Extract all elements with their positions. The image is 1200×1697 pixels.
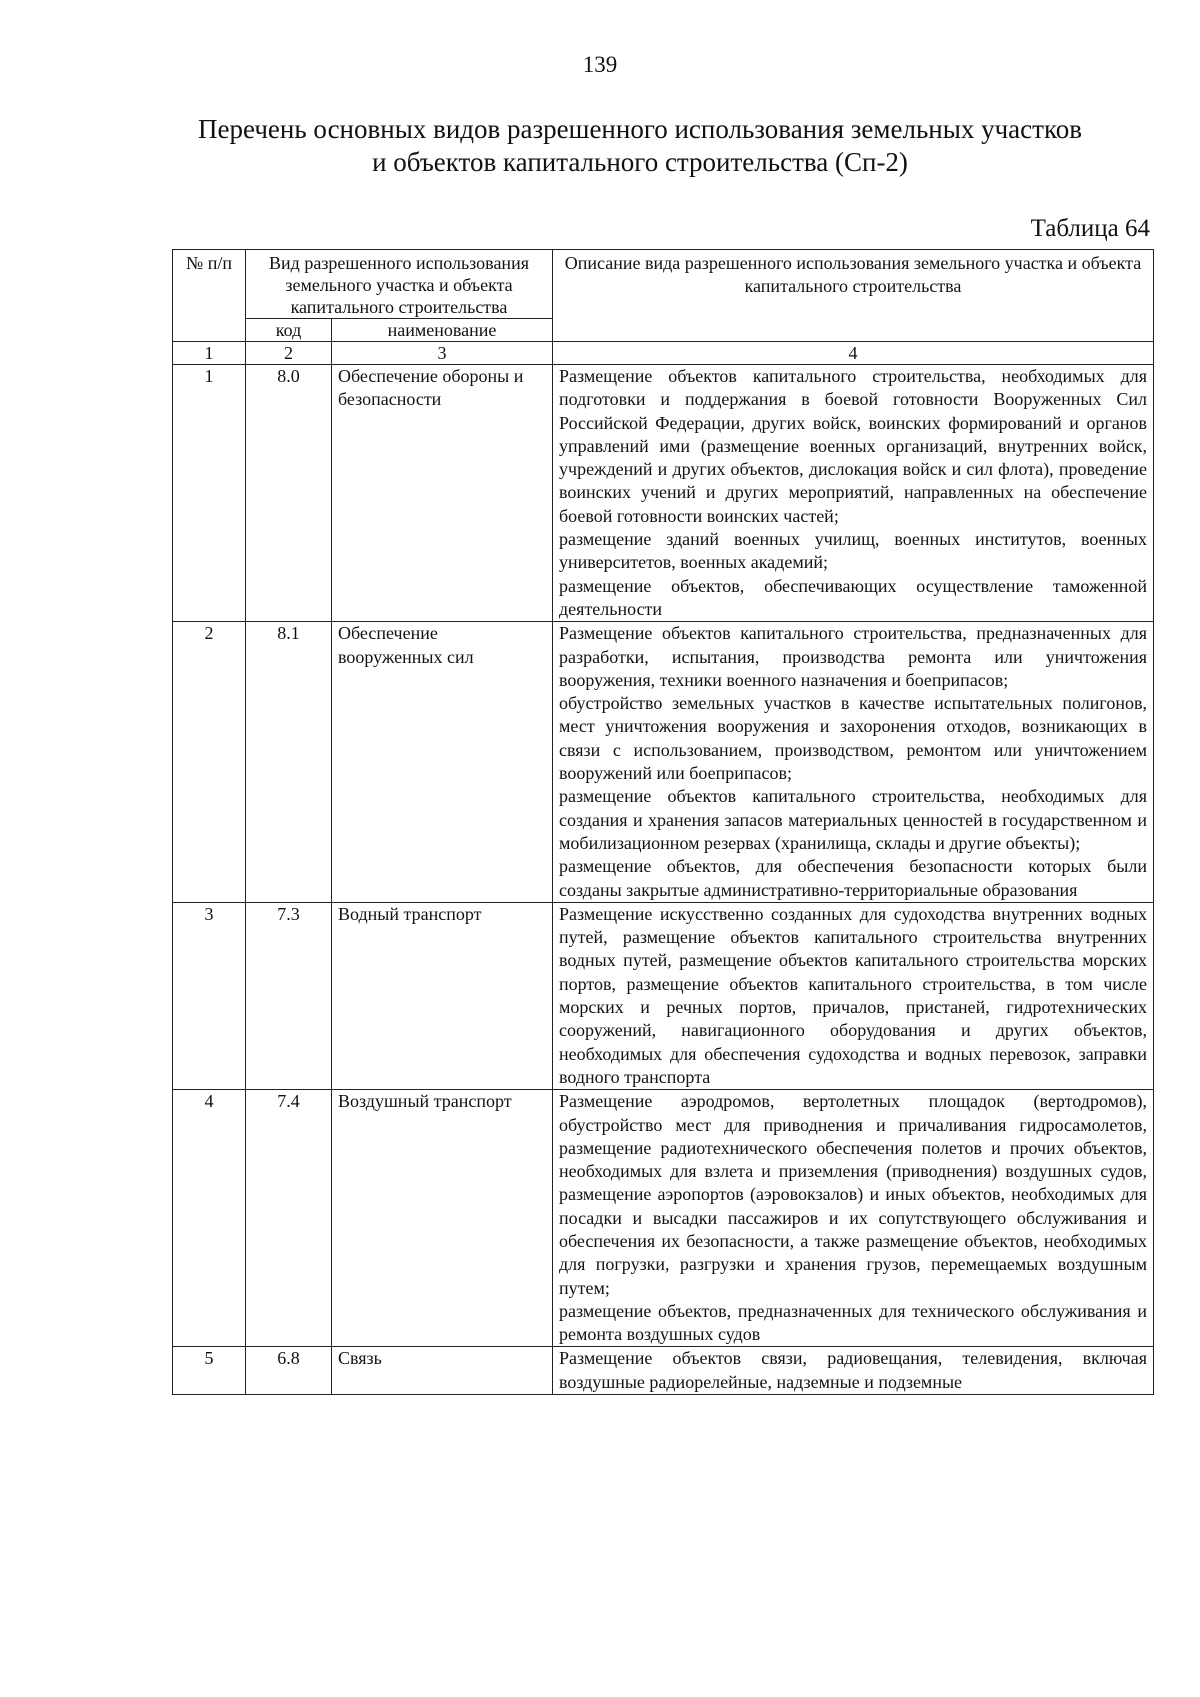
row-code: 7.3	[246, 902, 332, 1089]
row-number: 4	[173, 1090, 246, 1347]
row-description	[553, 1090, 1154, 1347]
permitted-use-table	[172, 249, 1154, 1395]
row-code: 7.4	[246, 1090, 332, 1347]
description-paragraph: Размещение аэродромов, вертолетных площадок (вертодромов), обустройство мест для приводнения и причаливания гидросамолетов, размещение радиотехнического обеспечения полетов и прочих объектов, необходимых для взлета и приземления (приводнения) воздушных судов, размещение аэропортов (аэровокзалов) и иных объектов, необходимых для посадки и высадки пассажиров и их сопутствующего обслуживания и обеспечения их безопасности, а также размещение объектов, необходимых для погрузки, разгрузки и хранения грузов, перемещаемых воздушным путем;	[559, 1091, 1147, 1298]
column-number: 3	[332, 342, 553, 365]
table-row	[173, 365, 1154, 622]
table-caption: Таблица 64	[1030, 215, 1150, 242]
row-number: 5	[173, 1347, 246, 1395]
row-description	[553, 622, 1154, 903]
document-title-line-1: Перечень основных видов разрешенного использования земельных участков	[198, 114, 1082, 144]
row-description	[553, 365, 1154, 622]
row-name: Связь	[332, 1347, 553, 1395]
row-description	[553, 1347, 1154, 1395]
description-paragraph: размещение объектов, для обеспечения безопасности которых были созданы закрытые административно-территориальные образования	[559, 856, 1147, 900]
column-number: 1	[173, 342, 246, 365]
table-row	[173, 622, 1154, 903]
column-number: 2	[246, 342, 332, 365]
description-paragraph: Размещение объектов капитального строительства, необходимых для подготовки и поддержания в боевой готовности Вооруженных Сил Российской Федерации, других войск, воинских формирований и органов управлений ими (размещение военных организаций, внутренних войск, учреждений и других объектов, дислокация войск и сил флота), проведение воинских учений и других мероприятий, направленных на обеспечение боевой готовности воинских частей;	[559, 366, 1147, 526]
header-number: № п/п	[173, 250, 246, 342]
row-code: 8.0	[246, 365, 332, 622]
description-paragraph: размещение объектов, предназначенных для технического обслуживания и ремонта воздушных судов	[559, 1300, 1147, 1345]
description-paragraph: Размещение искусственно созданных для судоходства внутренних водных путей, размещение объектов капитального строительства внутренних водных путей, размещение объектов капитального строительства морских портов, размещение объектов капитального строительства, в том числе морских и речных портов, причалов, пристаней, гидротехнических сооружений, навигационного оборудования и других объектов, необходимых для обеспечения судоходства и водных перевозок, заправки водного транспорта	[559, 903, 1147, 1087]
column-number: 4	[553, 342, 1154, 365]
description-paragraph: размещение объектов, обеспечивающих осуществление таможенной деятельности	[559, 575, 1147, 619]
row-code: 6.8	[246, 1347, 332, 1395]
row-number: 1	[173, 365, 246, 622]
row-name: Водный транспорт	[332, 902, 553, 1089]
header-description: Описание вида разрешенного использования земельного участка и объекта капитального строительства	[553, 250, 1154, 342]
page-number: 139	[582, 52, 618, 77]
description-paragraph: размещение зданий военных училищ, военных институтов, военных университетов, военных академий;	[559, 529, 1147, 573]
description-paragraph: Размещение объектов капитального строительства, предназначенных для разработки, испытания, производства ремонта или уничтожения вооружения, техники военного назначения и боеприпасов;	[559, 623, 1147, 690]
table-row	[173, 1090, 1154, 1347]
table-row	[173, 1347, 1154, 1395]
document-title	[150, 113, 1130, 179]
row-code: 8.1	[246, 622, 332, 903]
row-number: 2	[173, 622, 246, 903]
row-number: 3	[173, 902, 246, 1089]
description-paragraph: размещение объектов капитального строительства, необходимых для создания и хранения запасов материальных ценностей в государственном и мобилизационном резервах (хранилища, склады и другие объекты);	[559, 786, 1147, 853]
header-code: код	[246, 319, 332, 342]
row-description	[553, 902, 1154, 1089]
row-name: Обеспечение вооруженных сил	[332, 622, 553, 903]
header-name: наименование	[332, 319, 553, 342]
description-paragraph: Размещение объектов связи, радиовещания, телевидения, включая воздушные радиорелейные, надземные и подземные	[559, 1348, 1147, 1392]
row-name: Обеспечение обороны и безопасности	[332, 365, 553, 622]
column-numbers-row	[173, 342, 1154, 365]
description-paragraph: обустройство земельных участков в качестве испытательных полигонов, мест уничтожения вооружения и захоронения отходов, возникающих в связи с использованием, производством, ремонтом или уничтожением вооружений или боеприпасов;	[559, 693, 1147, 784]
document-title-line-2: и объектов капитального строительства (Сп-2)	[372, 147, 908, 177]
row-name: Воздушный транспорт	[332, 1090, 553, 1347]
table-row	[173, 902, 1154, 1089]
header-use-type: Вид разрешенного использования земельного участка и объекта капитального строительства	[246, 250, 553, 319]
